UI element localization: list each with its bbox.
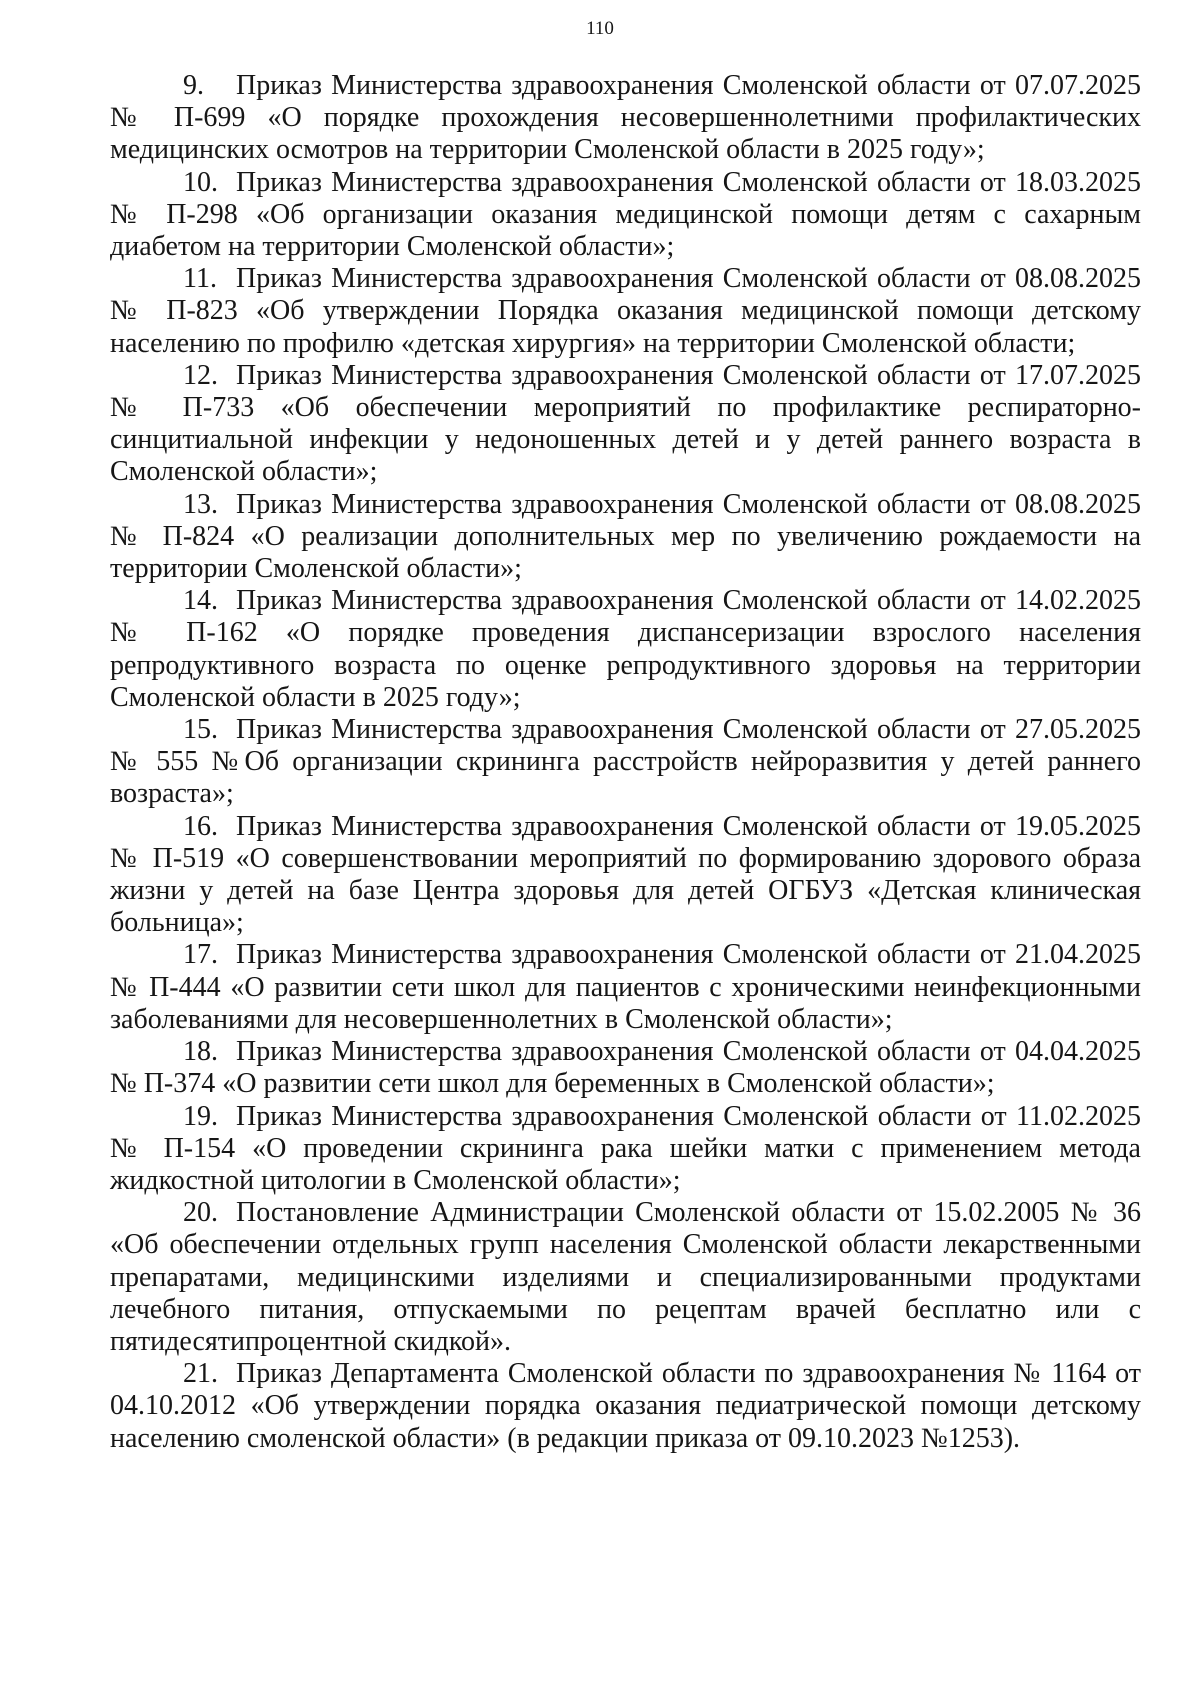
item-number: 19. xyxy=(183,1100,218,1132)
list-item xyxy=(110,489,1141,586)
item-number: 11. xyxy=(183,263,217,295)
item-number: 13. xyxy=(183,488,218,520)
list-item xyxy=(110,939,1141,1036)
list-item xyxy=(110,1036,1141,1100)
list-item xyxy=(110,360,1141,489)
item-text: Приказ Министерства здравоохранения Смоленской области от 21.04.2025 № П-444 «О развитии сети школ для пациентов с хроническими неинфекционными заболеваниями для несовершеннолетних в Смоленской области»; xyxy=(110,939,1141,1035)
item-text: Приказ Министерства здравоохранения Смоленской области от 14.02.2025 № П-162 «О порядке проведения диспансеризации взрослого населения репродуктивного возраста по оценке репродуктивного здоровья на территории Смоленской области в 2025 году»; xyxy=(110,585,1141,713)
list-item xyxy=(110,1358,1141,1455)
list-item xyxy=(110,263,1141,360)
list-item xyxy=(110,585,1141,714)
list-item xyxy=(110,811,1141,940)
item-text: Приказ Министерства здравоохранения Смоленской области от 18.03.2025 № П-298 «Об организации оказания медицинской помощи детям с сахарным диабетом на территории Смоленской области»; xyxy=(110,166,1141,263)
item-text: Постановление Администрации Смоленской области от 15.02.2005 № 36 «Об обеспечении отдельных групп населения Смоленской области лекарственными препаратами, медицинскими изделиями и специализированными продуктами лечебного питания, отпускаемыми по рецептам врачей бесплатно или с пятидесятипроцентной скидкой». xyxy=(110,1197,1141,1357)
item-number: 14. xyxy=(183,585,218,617)
item-number: 20. xyxy=(183,1197,218,1229)
item-text: Приказ Министерства здравоохранения Смоленской области от 08.08.2025 № П-823 «Об утверждении Порядка оказания медицинской помощи детскому населению по профилю «детская хирургия» на территории Смоленской области; xyxy=(110,263,1141,359)
list-item xyxy=(110,1197,1141,1358)
list-item xyxy=(110,167,1141,264)
item-number: 12. xyxy=(183,359,218,391)
list-item xyxy=(110,1101,1141,1198)
item-number: 18. xyxy=(183,1036,218,1068)
item-text: Приказ Министерства здравоохранения Смоленской области от 04.04.2025 № П-374 «О развитии сети школ для беременных в Смоленской области»; xyxy=(110,1036,1141,1100)
list-item xyxy=(110,70,1141,167)
list-item xyxy=(110,714,1141,811)
item-text: Приказ Департамента Смоленской области по здравоохранения № 1164 от 04.10.2012 «Об утверждении порядка оказания педиатрической помощи детскому населению смоленской области» (в редакции приказа от 09.10.2023 №1253). xyxy=(110,1358,1141,1454)
item-text: Приказ Министерства здравоохранения Смоленской области от 11.02.2025 № П-154 «О проведении скрининга рака шейки матки с применением метода жидкостной цитологии в Смоленской области»; xyxy=(110,1100,1141,1196)
item-text: Приказ Министерства здравоохранения Смоленской области от 27.05.2025 № 555 №Об организации скрининга расстройств нейроразвития у детей раннего возраста»; xyxy=(110,714,1141,810)
item-number: 15. xyxy=(183,714,218,746)
item-number: 10. xyxy=(183,166,218,198)
item-number: 21. xyxy=(183,1358,218,1390)
item-text: Приказ Министерства здравоохранения Смоленской области от 07.07.2025 № П-699 «О порядке прохождения несовершеннолетними профилактических медицинских осмотров на территории Смоленской области в 2025 году»; xyxy=(110,70,1141,166)
item-number: 16. xyxy=(183,810,218,842)
item-text: Приказ Министерства здравоохранения Смоленской области от 08.08.2025 № П-824 «О реализации дополнительных мер по увеличению рождаемости на территории Смоленской области»; xyxy=(110,488,1141,585)
item-text: Приказ Министерства здравоохранения Смоленской области от 17.07.2025 № П-733 «Об обеспечении мероприятий по профилактике респираторно-синцитиальной инфекции у недоношенных детей и у детей раннего возраста в Смоленской области»; xyxy=(110,359,1141,488)
page-number: 110 xyxy=(586,18,614,39)
item-number: 9. xyxy=(183,70,204,101)
item-text: Приказ Министерства здравоохранения Смоленской области от 19.05.2025 № П-519 «О совершенствовании мероприятий по формированию здорового образа жизни у детей на базе Центра здоровья для детей ОГБУЗ «Детская клиническая больница»; xyxy=(110,810,1141,939)
document-body xyxy=(110,70,1141,1455)
item-number: 17. xyxy=(183,939,218,971)
